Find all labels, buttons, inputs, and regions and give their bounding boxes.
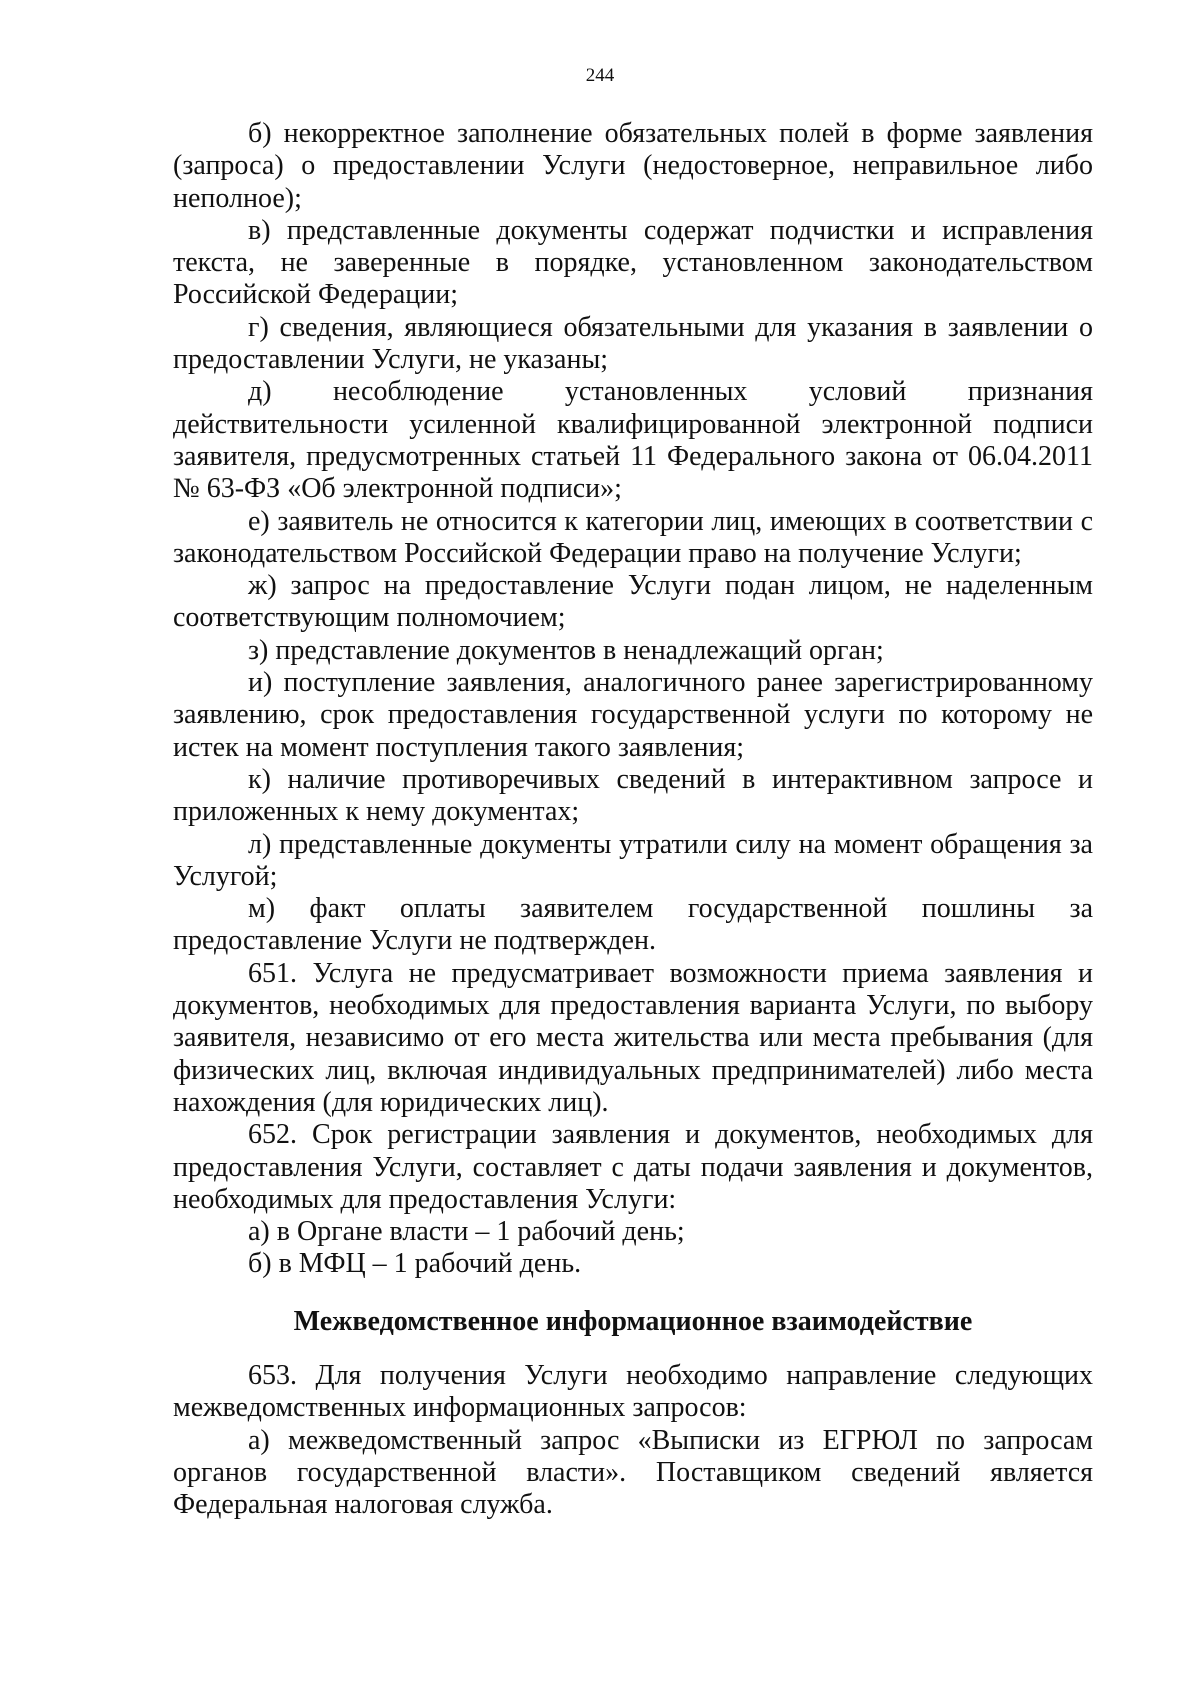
page-number: 244 <box>585 65 615 86</box>
paragraph-item-zh: ж) запрос на предоставление Услуги подан лицом, не наделенным соответствующим полномочием; <box>173 570 1093 634</box>
paragraph-651: 651. Услуга не предусматривает возможности приема заявления и документов, необходимых для предоставления варианта Услуги, по выбору заявителя, независимо от его места жительства или места пребывания (для физических лиц, включая индивидуальных предпринимателей) либо места нахождения (для юридических лиц). <box>173 957 1093 1118</box>
paragraph-653-a: а) межведомственный запрос «Выписки из ЕГРЮЛ по запросам органов государственной власти». Поставщиком сведений является Федеральная налоговая служба. <box>173 1424 1093 1521</box>
paragraph-652: 652. Срок регистрации заявления и документов, необходимых для предоставления Услуги, составляет с даты подачи заявления и документов, необходимых для предоставления Услуги: <box>173 1119 1093 1215</box>
paragraph-653: 653. Для получения Услуги необходимо направление следующих межведомственных информационных запросов: <box>173 1359 1093 1424</box>
paragraph-item-m: м) факт оплаты заявителем государственной пошлины за предоставление Услуги не подтвержден. <box>173 893 1093 957</box>
document-body <box>173 118 1093 1521</box>
paragraph-item-z: з) представление документов в ненадлежащий орган; <box>248 634 884 666</box>
paragraph-item-v: в) представленные документы содержат подчистки и исправления текста, не заверенные в порядке, установленном законодательством Российской Федерации; <box>173 214 1093 311</box>
paragraph-item-l: л) представленные документы утратили силу на момент обращения за Услугой; <box>173 828 1093 892</box>
paragraph-item-b: б) некорректное заполнение обязательных полей в форме заявления (запроса) о предоставлении Услуги (недостоверное, неправильное либо неполное); <box>173 118 1093 214</box>
paragraph-item-g: г) сведения, являющиеся обязательными для указания в заявлении о предоставлении Услуги, не указаны; <box>173 311 1093 376</box>
paragraph-item-i: и) поступление заявления, аналогичного ранее зарегистрированному заявлению, срок предоставления государственной услуги по которому не истек на момент поступления такого заявления; <box>173 667 1093 763</box>
paragraph-item-k: к) наличие противоречивых сведений в интерактивном запросе и приложенных к нему документах; <box>173 763 1093 828</box>
paragraph-item-d: д) несоблюдение установленных условий признания действительности усиленной квалифицированной электронной подписи заявителя, предусмотренных статьей 11 Федерального закона от 06.04.2011 № 63-ФЗ «Об электронной подписи»; <box>173 376 1093 505</box>
section-heading: Межведомственное информационное взаимодействие <box>293 1305 973 1337</box>
paragraph-item-e: е) заявитель не относится к категории лиц, имеющих в соответствии с законодательством Российской Федерации право на получение Услуги; <box>173 505 1093 569</box>
paragraph-652-a: а) в Органе власти – 1 рабочий день; <box>248 1216 685 1248</box>
paragraph-652-b: б) в МФЦ – 1 рабочий день. <box>248 1248 582 1280</box>
